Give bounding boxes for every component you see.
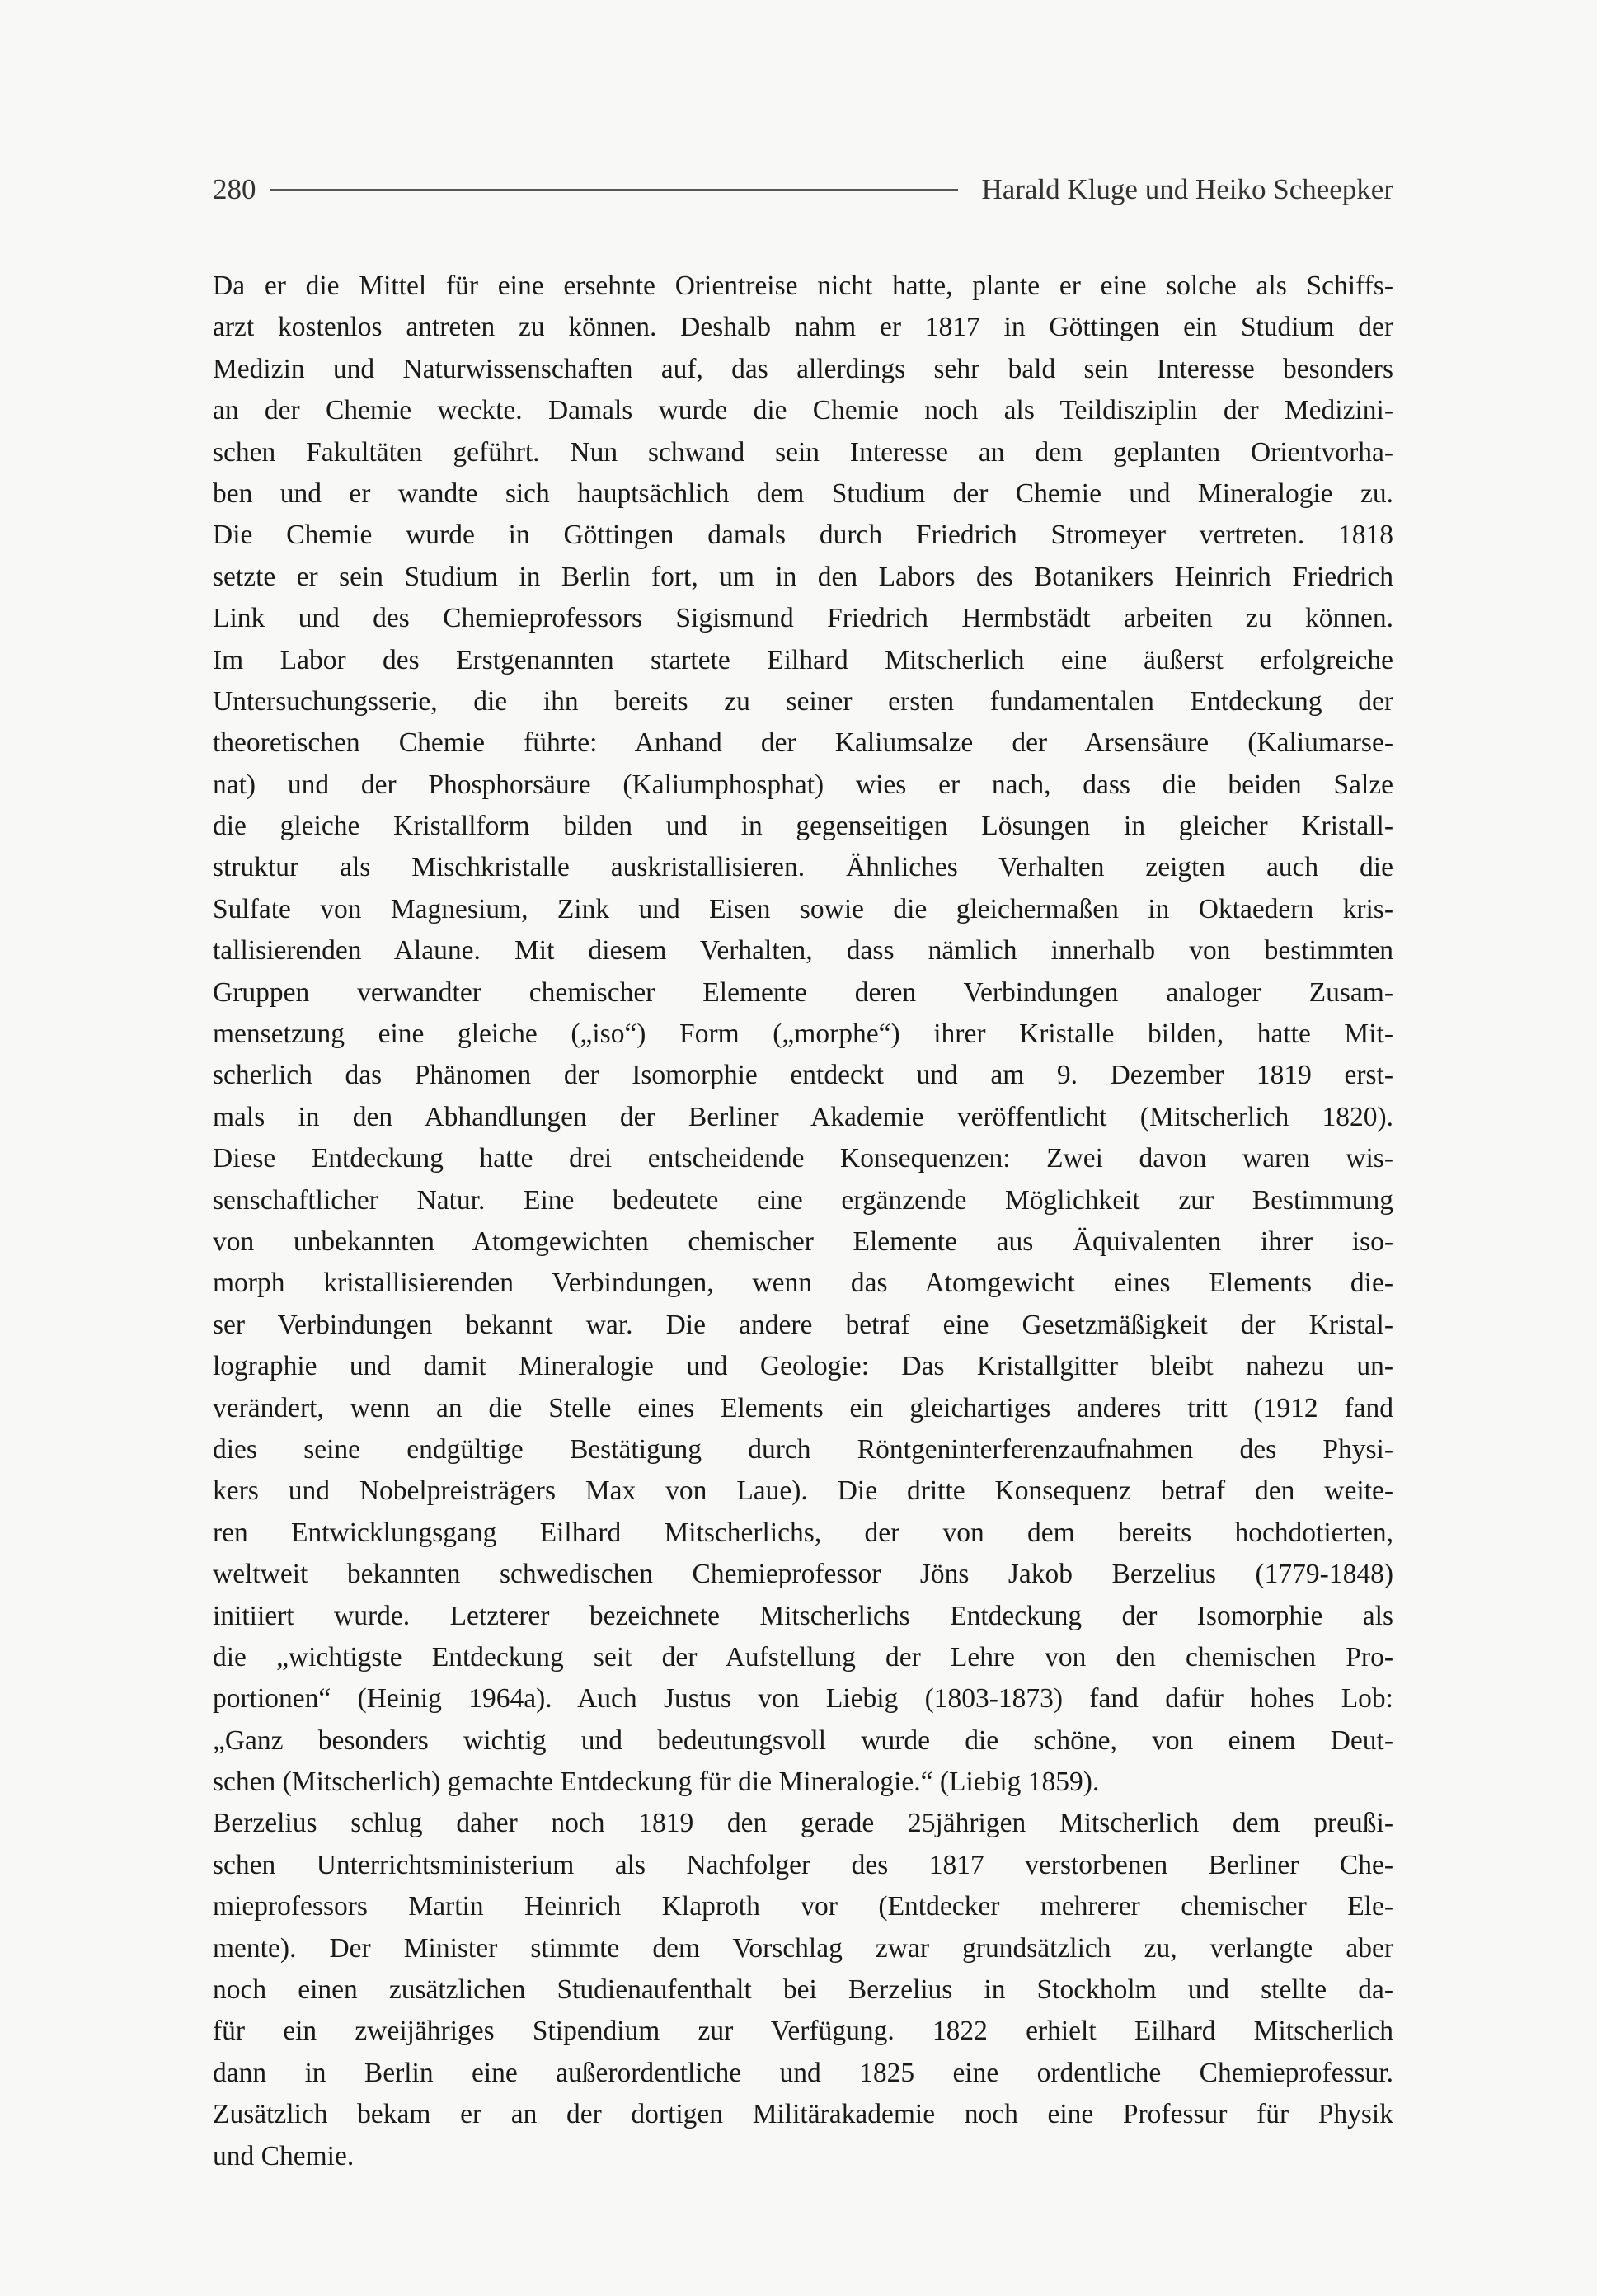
text-line: setzte er sein Studium in Berlin fort, um in den Labors des Botanikers Heinrich Friedrich (213, 561, 1393, 592)
text-line: verändert, wenn an die Stelle eines Elements ein gleichartiges anderes tritt (1912 fand (213, 1392, 1393, 1423)
text-line: Sulfate von Magnesium, Zink und Eisen sowie die gleichermaßen in Oktaedern kris- (213, 893, 1393, 925)
text-line: dann in Berlin eine außerordentliche und 1825 eine ordentliche Chemieprofessur. (213, 2057, 1393, 2088)
text-line: und Chemie. (213, 2140, 355, 2171)
text-line: Link und des Chemieprofessors Sigismund Friedrich Hermbstädt arbeiten zu können. (213, 603, 1393, 634)
text-line: mente). Der Minister stimmte dem Vorschlag zwar grundsätzlich zu, verlangte aber (213, 1932, 1393, 1964)
text-line: schen Unterrichtsministerium als Nachfolger des 1817 verstorbenen Berliner Che- (213, 1849, 1393, 1880)
text-line: morph kristallisierenden Verbindungen, wenn das Atomgewicht eines Elements die- (213, 1268, 1393, 1299)
text-line: Berzelius schlug daher noch 1819 den gerade 25jährigen Mitscherlich dem preußi- (213, 1808, 1393, 1839)
text-line: die gleiche Kristallform bilden und in gegenseitigen Lösungen in gleicher Kristall- (213, 811, 1393, 842)
text-line: lographie und damit Mineralogie und Geologie: Das Kristallgitter bleibt nahezu un- (213, 1351, 1393, 1382)
text-line: struktur als Mischkristalle auskristallisieren. Ähnliches Verhalten zeigten auch die (213, 852, 1393, 883)
text-line: mals in den Abhandlungen der Berliner Akademie veröffentlicht (Mitscherlich 1820). (213, 1101, 1393, 1132)
text-line: initiiert wurde. Letzterer bezeichnete Mitscherlichs Entdeckung der Isomorphie als (213, 1600, 1393, 1631)
text-line: Im Labor des Erstgenannten startete Eilhard Mitscherlich eine äußerst erfolgreiche (213, 644, 1393, 675)
text-line: noch einen zusätzlichen Studienaufenthalt bei Berzelius in Stockholm und stellte da- (213, 1974, 1393, 2006)
text-line: Medizin und Naturwissenschaften auf, das allerdings sehr bald sein Interesse besonders (213, 353, 1393, 384)
running-head (213, 169, 1393, 210)
text-line: schen Fakultäten geführt. Nun schwand sein Interesse an dem geplanten Orientvorha- (213, 436, 1393, 468)
text-line: scherlich das Phänomen der Isomorphie entdeckt und am 9. Dezember 1819 erst- (213, 1060, 1393, 1091)
text-line: Gruppen verwandter chemischer Elemente deren Verbindungen analoger Zusam- (213, 976, 1393, 1008)
text-line: die „wichtigste Entdeckung seit der Aufstellung der Lehre von den chemischen Pro- (213, 1641, 1393, 1673)
running-head-authors: Harald Kluge und Heiko Scheepker (981, 173, 1393, 205)
text-line: Die Chemie wurde in Göttingen damals durch Friedrich Stromeyer vertreten. 1818 (213, 520, 1393, 551)
text-line: Untersuchungsserie, die ihn bereits zu seiner ersten fundamentalen Entdeckung der (213, 685, 1393, 717)
text-line: schen (Mitscherlich) gemachte Entdeckung für die Mineralogie.“ (Liebig 1859). (213, 1767, 1100, 1798)
body-text (213, 266, 1393, 2177)
text-line: nat) und der Phosphorsäure (Kaliumphosphat) wies er nach, dass die beiden Salze (213, 769, 1393, 800)
text-line: dies seine endgültige Bestätigung durch Röntgeninterferenzaufnahmen des Physi- (213, 1433, 1393, 1465)
text-line: an der Chemie weckte. Damals wurde die Chemie noch als Teildisziplin der Medizini- (213, 395, 1393, 426)
text-line: mensetzung eine gleiche („iso“) Form („morphe“) ihrer Kristalle bilden, hatte Mit- (213, 1019, 1393, 1050)
text-line: mieprofessors Martin Heinrich Klaproth vor (Entdecker mehrerer chemischer Ele- (213, 1891, 1393, 1922)
text-line: ben und er wandte sich hauptsächlich dem Studium der Chemie und Mineralogie zu. (213, 478, 1393, 509)
header-rule (270, 189, 959, 191)
text-line: tallisierenden Alaune. Mit diesem Verhalten, dass nämlich innerhalb von bestimmten (213, 935, 1393, 967)
text-line: kers und Nobelpreisträgers Max von Laue). Die dritte Konsequenz betraf den weite- (213, 1475, 1393, 1507)
text-line: arzt kostenlos antreten zu können. Deshalb nahm er 1817 in Göttingen ein Studium der (213, 312, 1393, 343)
text-line: senschaftlicher Natur. Eine bedeutete eine ergänzende Möglichkeit zur Bestimmung (213, 1184, 1393, 1216)
text-line: „Ganz besonders wichtig und bedeutungsvoll wurde die schöne, von einem Deut- (213, 1724, 1393, 1756)
text-line: von unbekannten Atomgewichten chemischer Elemente aus Äquivalenten ihrer iso- (213, 1226, 1393, 1257)
text-line: portionen“ (Heinig 1964a). Auch Justus von Liebig (1803-1873) fand dafür hohes Lob: (213, 1683, 1393, 1715)
text-line: Zusätzlich bekam er an der dortigen Militärakademie noch eine Professur für Physik (213, 2099, 1393, 2130)
text-line: für ein zweijähriges Stipendium zur Verfügung. 1822 erhielt Eilhard Mitscherlich (213, 2016, 1393, 2047)
page-number: 280 (213, 173, 256, 205)
text-line: weltweit bekannten schwedischen Chemieprofessor Jöns Jakob Berzelius (1779-1848) (213, 1559, 1393, 1590)
text-line: ren Entwicklungsgang Eilhard Mitscherlichs, der von dem bereits hochdotierten, (213, 1517, 1393, 1548)
text-line: ser Verbindungen bekannt war. Die andere betraf eine Gesetzmäßigkeit der Kristal- (213, 1309, 1393, 1340)
text-line: theoretischen Chemie führte: Anhand der Kaliumsalze der Arsensäure (Kaliumarse- (213, 727, 1393, 759)
text-line: Diese Entdeckung hatte drei entscheidende Konsequenzen: Zwei davon waren wis- (213, 1143, 1393, 1174)
text-line: Da er die Mittel für eine ersehnte Orientreise nicht hatte, plante er eine solche als Schiffs- (213, 271, 1393, 301)
